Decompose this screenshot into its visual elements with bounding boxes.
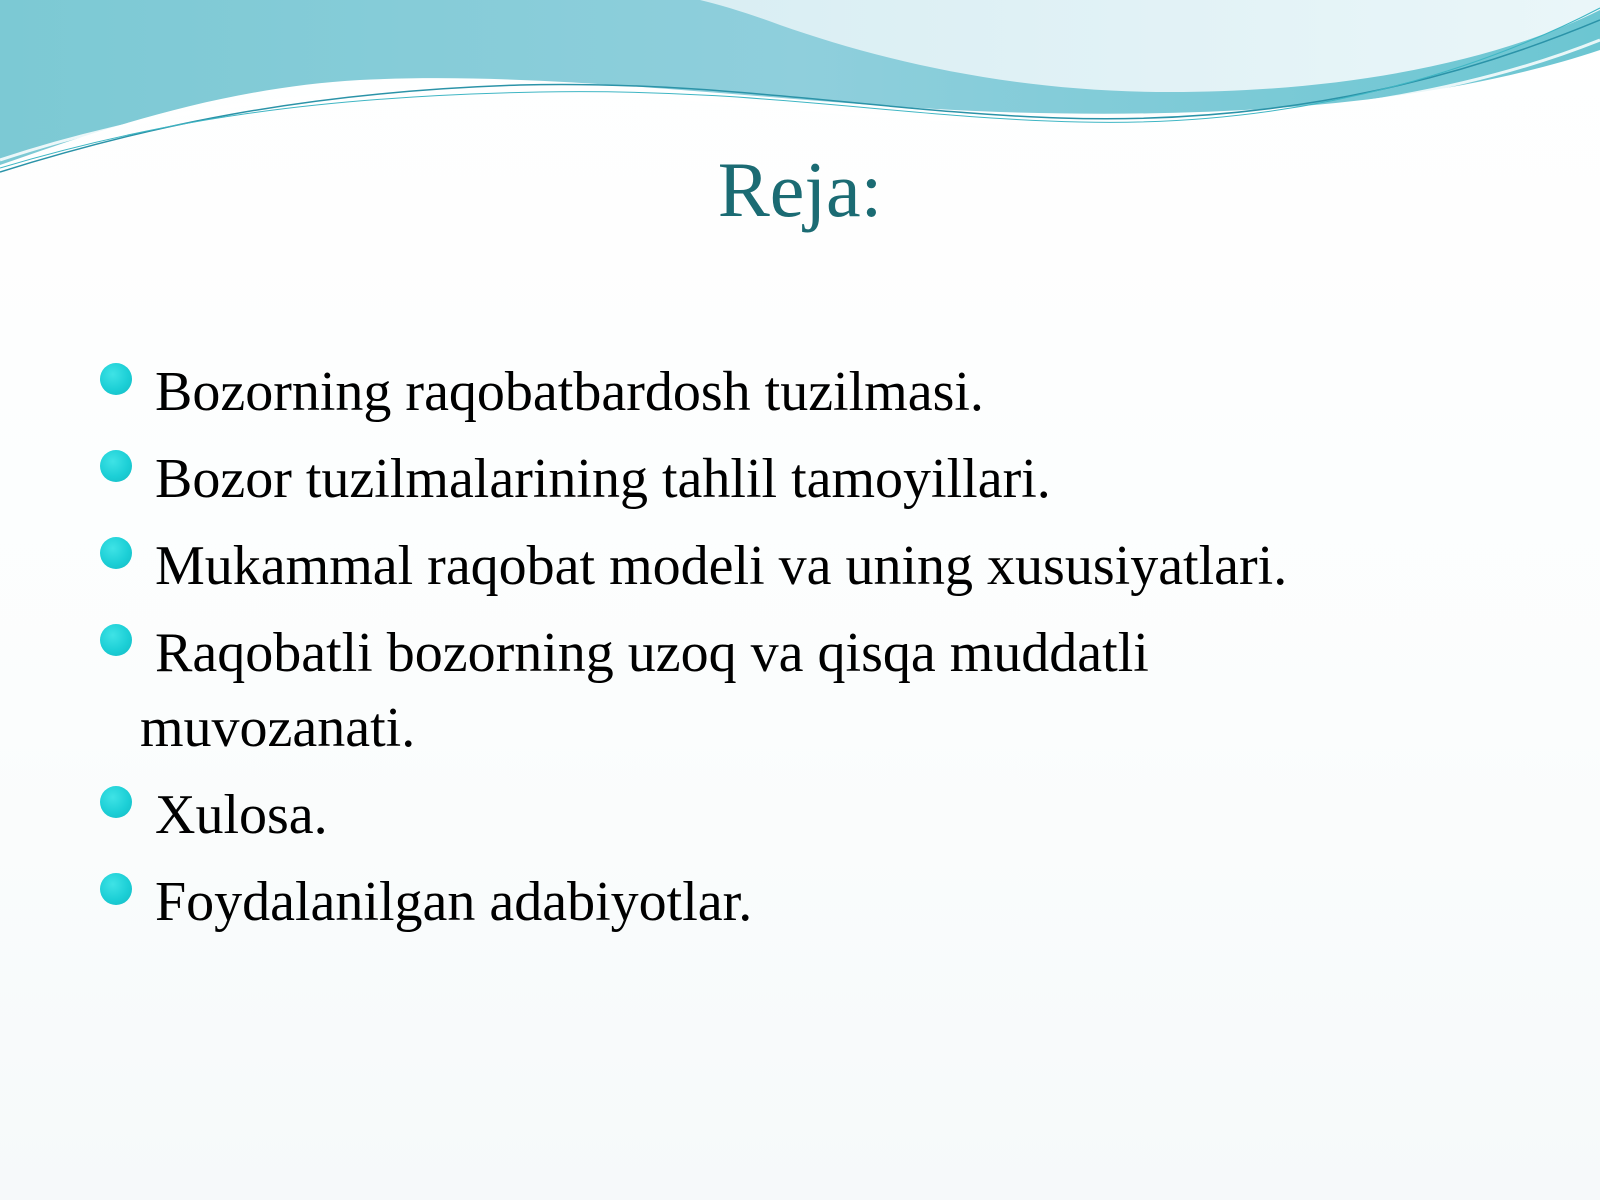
list-item <box>100 865 1520 940</box>
list-item-text: Bozorning raqobatbardosh tuzilmasi. <box>155 361 984 423</box>
list-item <box>100 616 1520 766</box>
list-item-text: Foydalanilgan adabiyotlar. <box>155 871 753 933</box>
agenda-list <box>100 355 1520 952</box>
bullet-dot-icon <box>100 537 132 569</box>
list-item-text-continuation: muvozanati. <box>140 697 416 759</box>
list-item <box>100 355 1520 430</box>
bullet-dot-icon <box>100 873 132 905</box>
list-item-text: Raqobatli bozorning uzoq va qisqa muddatli <box>155 622 1149 684</box>
bullet-dot-icon <box>100 624 132 656</box>
list-item <box>100 442 1520 517</box>
list-item <box>100 778 1520 853</box>
bullet-dot-icon <box>100 450 132 482</box>
list-item-text: Bozor tuzilmalarining tahlil tamoyillari. <box>155 448 1051 510</box>
bullet-dot-icon <box>100 363 132 395</box>
list-item <box>100 529 1520 604</box>
list-item-text: Xulosa. <box>155 784 328 846</box>
list-item-text: Mukammal raqobat modeli va uning xususiyatlari. <box>155 535 1288 597</box>
slide-title: Reja: <box>717 146 883 233</box>
bullet-dot-icon <box>100 786 132 818</box>
